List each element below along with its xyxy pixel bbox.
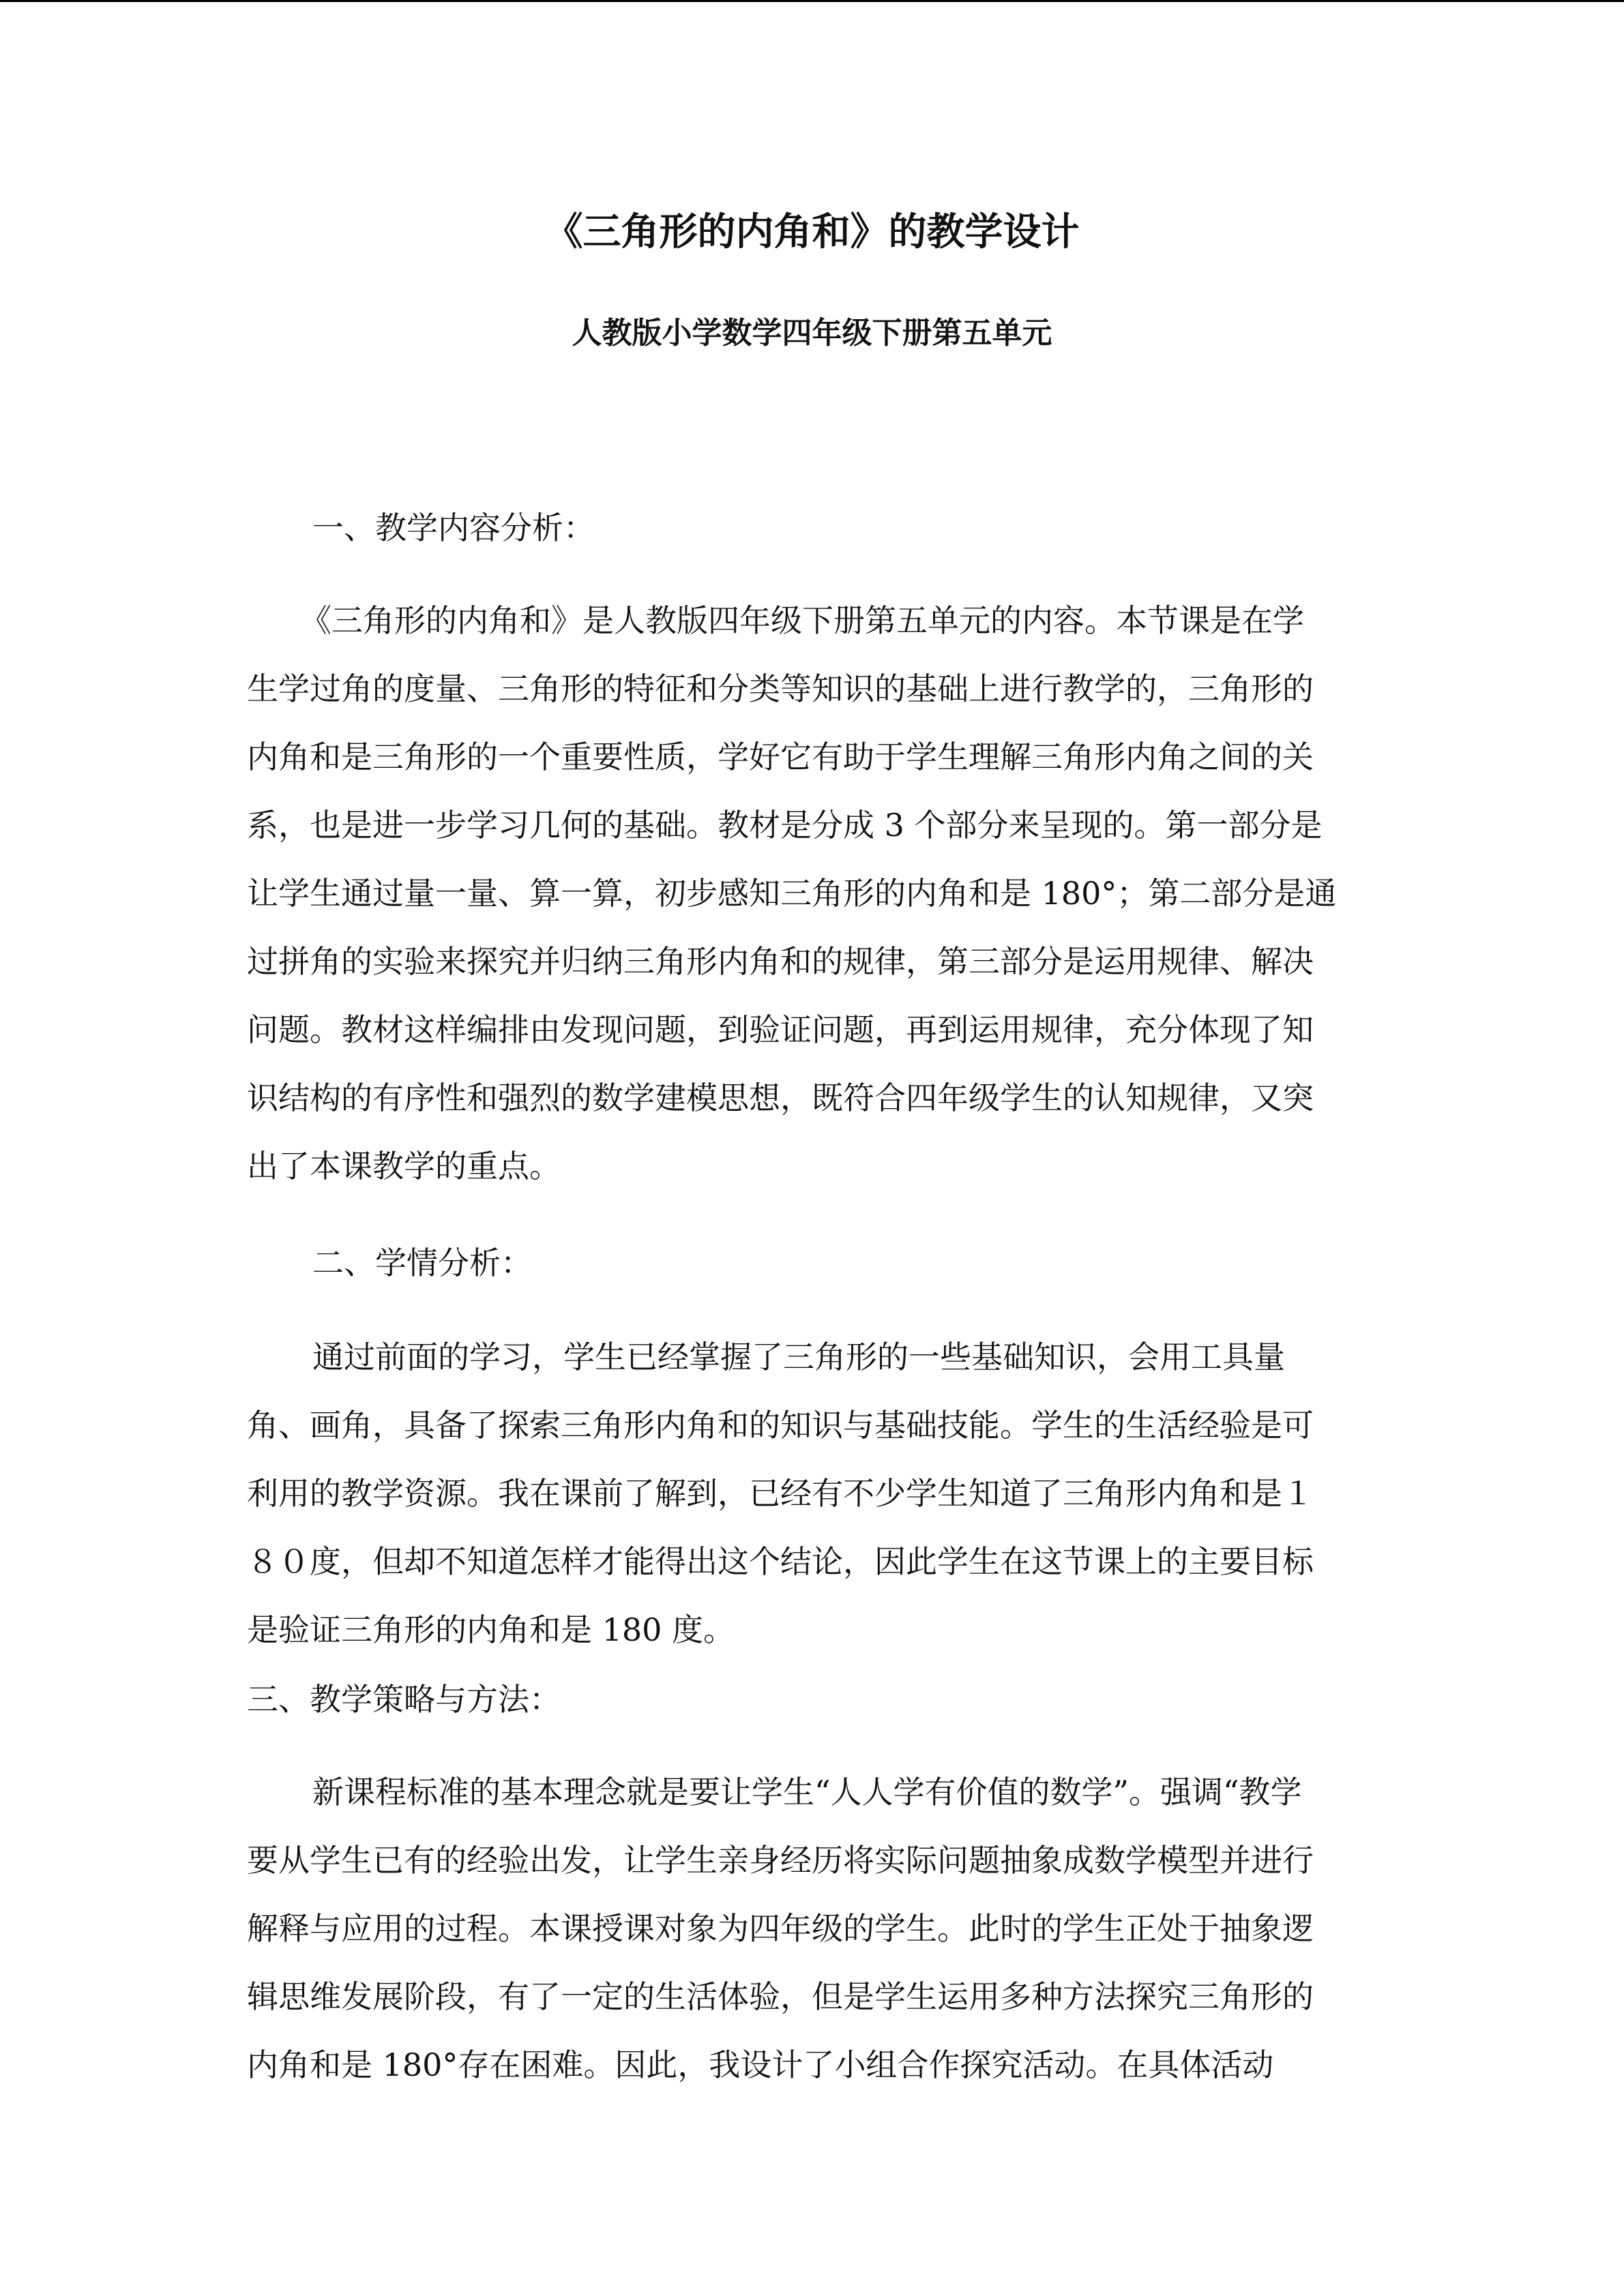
document-subtitle: 人教版小学数学四年级下册第五单元 — [572, 316, 1052, 351]
section-content-analysis — [247, 494, 1379, 562]
paragraph-line: 让学生通过量一量、算一算，初步感知三角形的内角和是 180°；第二部分是通 — [247, 875, 1337, 912]
section-heading: 二、学情分析： — [312, 1244, 532, 1281]
paragraph-line: 出了本课教学的重点。 — [247, 1148, 561, 1184]
paragraph-line: 系，也是进一步学习几何的基础。教材是分成 3 个部分来呈现的。第一部分是 — [247, 807, 1323, 844]
section-student-analysis-paragraph — [247, 1323, 1379, 1664]
paragraph-line: 识结构的有序性和强烈的数学建模思想，既符合四年级学生的认知规律，又突 — [247, 1079, 1314, 1116]
section-heading: 三、教学策略与方法： — [247, 1681, 561, 1718]
paragraph-line: 新课程标准的基本理念就是要让学生“人人学有价值的数学”。强调“教学 — [312, 1774, 1302, 1810]
paragraph-line: 过拼角的实验来探究并归纳三角形内角和的规律，第三部分是运用规律、解决 — [247, 943, 1314, 980]
paragraph-line: 是验证三角形的内角和是 180 度。 — [247, 1611, 735, 1648]
paragraph-line: 问题。教材这样编排由发现问题，到验证问题，再到运用规律，充分体现了知 — [247, 1011, 1314, 1048]
paragraph-line: 内角和是三角形的一个重要性质，学好它有助于学生理解三角形内角之间的关 — [247, 739, 1314, 775]
paragraph-line: 利用的教学资源。我在课前了解到，已经有不少学生知道了三角形内角和是１ — [247, 1475, 1314, 1512]
paragraph-line: 内角和是 180°存在困难。因此，我设计了小组合作探究活动。在具体活动 — [247, 2046, 1274, 2083]
section-teaching-strategy-paragraph — [247, 1758, 1379, 2099]
section-student-analysis — [247, 1229, 1379, 1297]
document-title: 《三角形的内角和》的教学设计 — [544, 209, 1080, 254]
section-heading: 一、教学内容分析： — [312, 509, 595, 546]
paragraph-line: ８０度，但却不知道怎样才能得出这个结论，因此学生在这节课上的主要目标 — [247, 1543, 1314, 1580]
paragraph-line: 生学过角的度量、三角形的特征和分类等知识的基础上进行教学的，三角形的 — [247, 670, 1314, 707]
section-teaching-strategy — [247, 1665, 1379, 1733]
paragraph-line: 要从学生已有的经验出发，让学生亲身经历将实际问题抽象成数学模型并进行 — [247, 1842, 1314, 1879]
paragraph-line: 角、画角，具备了探索三角形内角和的知识与基础技能。学生的生活经验是可 — [247, 1407, 1314, 1444]
paragraph-line: 辑思维发展阶段，有了一定的生活体验，但是学生运用多种方法探究三角形的 — [247, 1978, 1314, 2015]
paragraph-line: 解释与应用的过程。本课授课对象为四年级的学生。此时的学生正处于抽象逻 — [247, 1910, 1314, 1947]
top-border-line — [0, 0, 1624, 2]
section-content-analysis-paragraph — [247, 586, 1379, 1200]
paragraph-line: 《三角形的内角和》是人教版四年级下册第五单元的内容。本节课是在学 — [300, 602, 1304, 639]
paragraph-line: 通过前面的学习，学生已经掌握了三角形的一些基础知识，会用工具量 — [312, 1339, 1285, 1375]
